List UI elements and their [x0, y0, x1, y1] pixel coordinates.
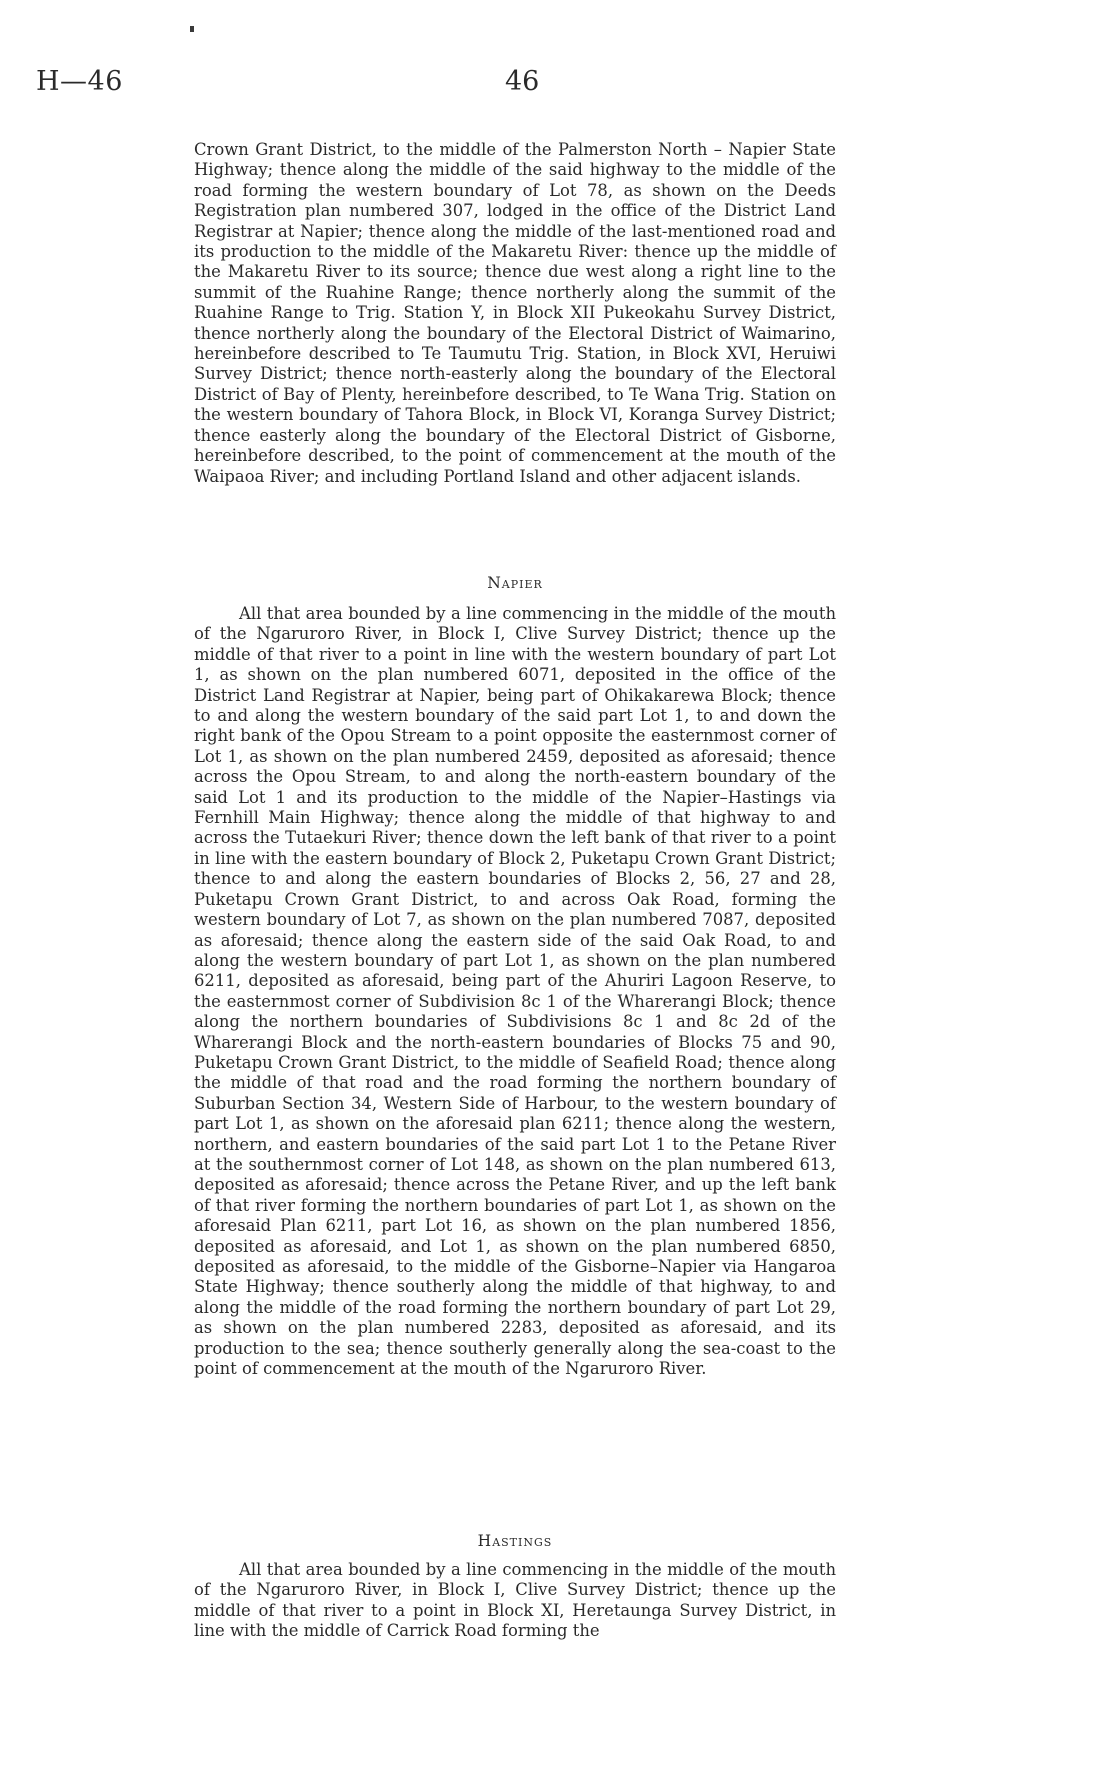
- napier-heading: [194, 574, 836, 592]
- hastings-heading: [194, 1532, 836, 1550]
- hastings-section: [194, 1560, 836, 1642]
- hastings-paragraph: All that area bounded by a line commencing in the middle of the mouth of the Ngaruroro River, in Block I, Clive Survey District; thence up the middle of that river to a point in Block XI, Heretaunga Survey District, in line with the middle of Carrick Road forming the: [194, 1560, 836, 1641]
- page-number: 46: [505, 66, 540, 97]
- hastings-heading-text: Hastings: [477, 1532, 553, 1550]
- scan-mark: [190, 26, 194, 32]
- napier-section: [194, 604, 836, 1379]
- intro-paragraph: Crown Grant District, to the middle of the Palmerston North – Napier State Highway; thence along the middle of the said highway to the middle of the road forming the western boundary of Lot 78, as shown on the Deeds Registration plan numbered 307, lodged in the office of the District Land Registrar at Napier; thence along the middle of the last-mentioned road and its production to the middle of the Makaretu River: thence up the middle of the Makaretu River to its source; thence due west along a right line to the summit of the Ruahine Range; thence northerly along the summit of the Ruahine Range to Trig. Station Y, in Block XII Pukeokahu Survey District, thence northerly along the boundary of the Electoral District of Waimarino, hereinbefore described to Te Taumutu Trig. Station, in Block XVI, Heruiwi Survey District; thence north-easterly along the boundary of the Electoral District of Bay of Plenty, hereinbefore described, to Te Wana Trig. Station on the western boundary of Tahora Block, in Block VI, Koranga Survey District; thence easterly along the boundary of the Electoral District of Gisborne, hereinbefore described, to the point of commencement at the mouth of the Waipaoa River; and including Portland Island and other adjacent islands.: [194, 140, 836, 486]
- page-id: H—46: [36, 66, 123, 97]
- napier-heading-text: Napier: [487, 574, 543, 592]
- napier-paragraph: All that area bounded by a line commencing in the middle of the mouth of the Ngaruroro River, in Block I, Clive Survey District; thence up the middle of that river to a point in line with the western boundary of part Lot 1, as shown on the plan numbered 6071, deposited in the office of the District Land Registrar at Napier, being part of Ohikakarewa Block; thence to and along the western boundary of the said part Lot 1, to and down the right bank of the Opou Stream to a point opposite the easternmost corner of Lot 1, as shown on the plan numbered 2459, deposited as aforesaid; thence across the Opou Stream, to and along the north-eastern boundary of the said Lot 1 and its production to the middle of the Napier–Hastings via Fernhill Main Highway; thence along the middle of that highway to and across the Tutaekuri River; thence down the left bank of that river to a point in line with the eastern boundary of Block 2, Puketapu Crown Grant District; thence to and along the eastern boundaries of Blocks 2, 56, 27 and 28, Puketapu Crown Grant District, to and across Oak Road, forming the western boundary of Lot 7, as shown on the plan numbered 7087, deposited as aforesaid; thence along the eastern side of the said Oak Road, to and along the western boundary of part Lot 1, as shown on the plan numbered 6211, deposited as aforesaid, being part of the Ahuriri Lagoon Reserve, to the easternmost corner of Subdivision 8c 1 of the Wharerangi Block; thence along the northern boundaries of Subdivisions 8c 1 and 8c 2d of the Wharerangi Block and the north-eastern boundaries of Blocks 75 and 90, Puketapu Crown Grant District, to the middle of Seafield Road; thence along the middle of that road and the road forming the northern boundary of Suburban Section 34, Western Side of Harbour, to the western boundary of part Lot 1, as shown on the aforesaid plan 6211; thence along the western, northern, and eastern boundaries of the said part Lot 1 to the Petane River at the southernmost corner of Lot 148, as shown on the plan numbered 613, deposited as aforesaid; thence across the Petane River, and up the left bank of that river forming the northern boundaries of part Lot 1, as shown on the aforesaid Plan 6211, part Lot 16, as shown on the plan numbered 1856, deposited as aforesaid, and Lot 1, as shown on the plan numbered 6850, deposited as aforesaid, to the middle of the Gisborne–Napier via Hangaroa State Highway; thence southerly along the middle of that highway, to and along the middle of the road forming the northern boundary of part Lot 29, as shown on the plan numbered 2283, deposited as aforesaid, and its production to the sea; thence southerly generally along the sea-coast to the point of commencement at the mouth of the Ngaruroro River.: [194, 604, 836, 1379]
- intro-section: [194, 140, 836, 487]
